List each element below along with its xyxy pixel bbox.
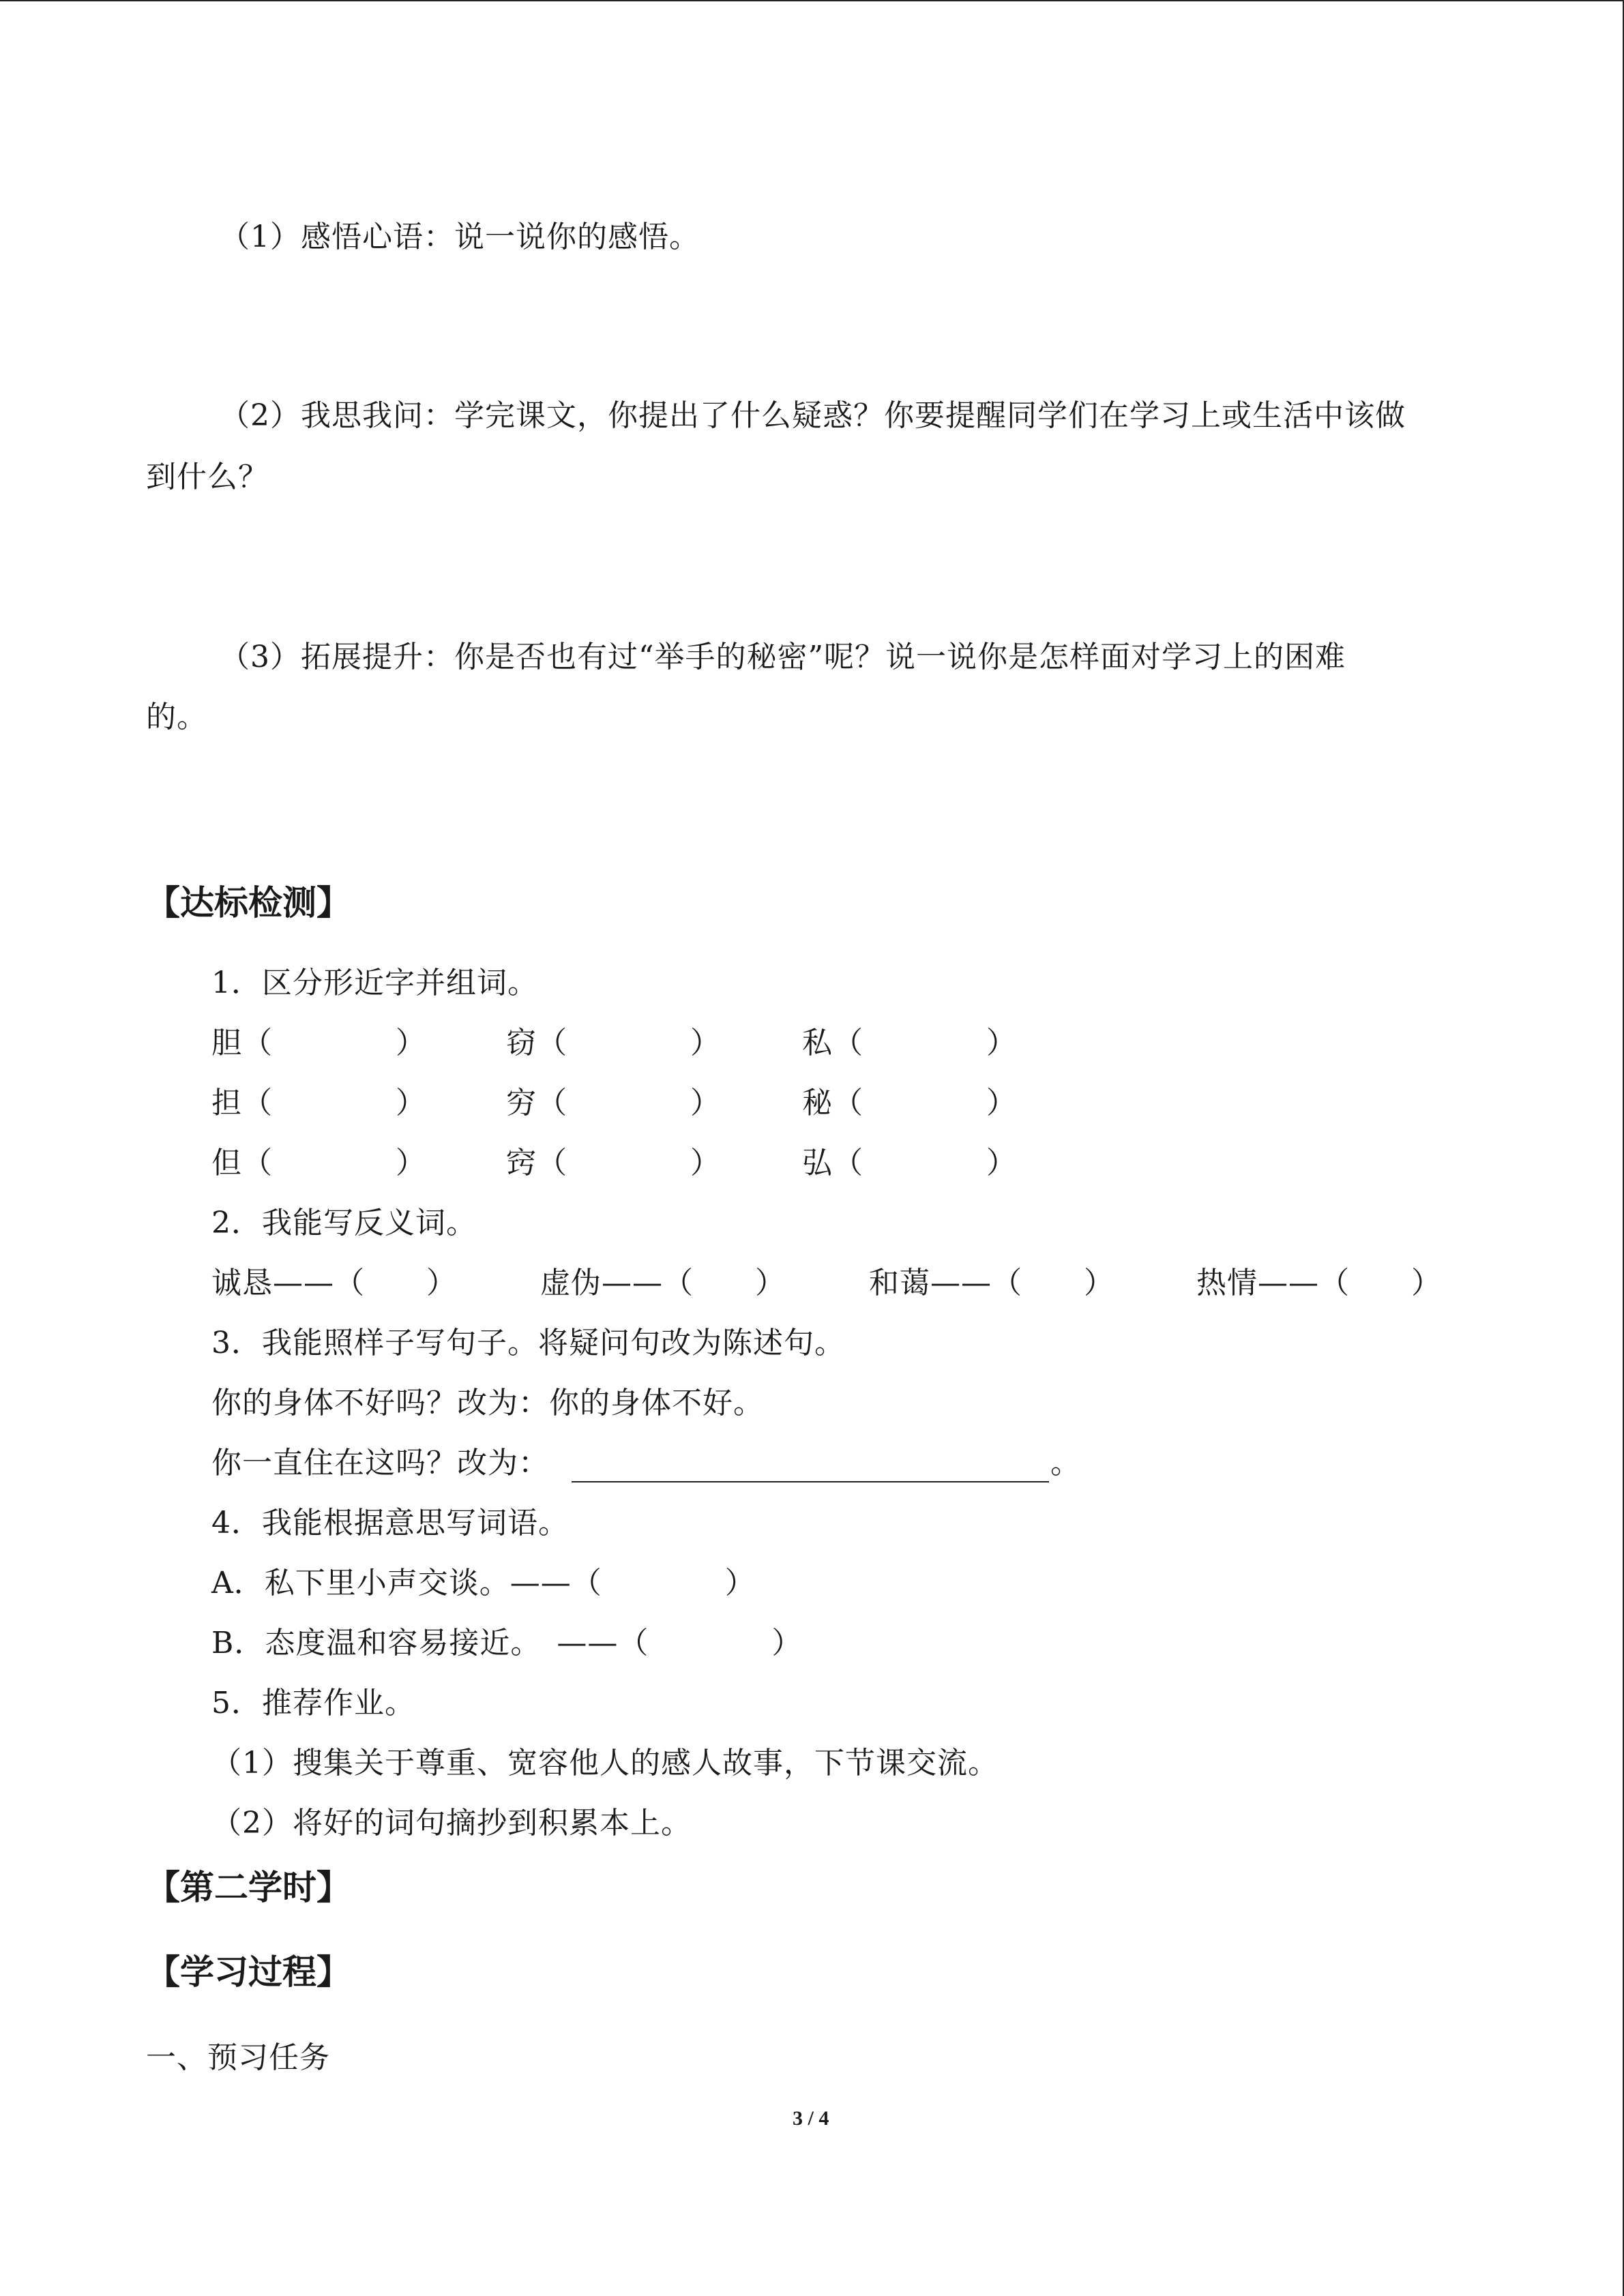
question-2-line-1: （2）我思我问：学完课文，你提出了什么疑惑？你要提醒同学们在学习上或生活中该做 bbox=[220, 398, 1406, 433]
char-cell: 胆（ ） bbox=[211, 1026, 426, 1060]
item-3-example: 你的身体不好吗？改为：你的身体不好。 bbox=[211, 1386, 764, 1420]
heading-check: 【达标检测】 bbox=[146, 883, 351, 923]
item-5-title: 5．推荐作业。 bbox=[211, 1686, 415, 1720]
page-number: 3 / 4 bbox=[793, 2107, 829, 2130]
question-2-line-2: 到什么？ bbox=[146, 460, 269, 494]
item-3-title: 3．我能照样子写句子。将疑问句改为陈述句。 bbox=[211, 1326, 845, 1360]
antonym-pair: 虚伪——（ ） bbox=[540, 1266, 786, 1300]
heading-learning-process: 【学习过程】 bbox=[146, 1952, 351, 1992]
question-1: （1）感悟心语：说一说你的感悟。 bbox=[220, 220, 700, 254]
item-4-title: 4．我能根据意思写词语。 bbox=[211, 1506, 569, 1540]
item-4-a: A．私下里小声交谈。——（ ） bbox=[211, 1566, 756, 1600]
item-3-task: 你一直住在这吗？改为： bbox=[211, 1446, 549, 1480]
char-cell: 弘（ ） bbox=[802, 1146, 1017, 1180]
heading-second-period: 【第二学时】 bbox=[146, 1868, 351, 1907]
item-2-title: 2．我能写反义词。 bbox=[211, 1206, 477, 1240]
char-cell: 担（ ） bbox=[211, 1086, 426, 1120]
antonym-pair: 热情——（ ） bbox=[1196, 1266, 1442, 1300]
char-cell: 窃（ ） bbox=[506, 1026, 721, 1060]
item-4-b: B．态度温和容易接近。 ——（ ） bbox=[211, 1626, 803, 1660]
antonym-pair: 和蔼——（ ） bbox=[869, 1266, 1114, 1300]
char-cell: 穷（ ） bbox=[506, 1086, 721, 1120]
char-cell: 秘（ ） bbox=[802, 1086, 1017, 1120]
preview-task-heading: 一、预习任务 bbox=[146, 2040, 330, 2075]
question-3-line-2: 的。 bbox=[146, 700, 207, 734]
item-3-end-mark: 。 bbox=[1050, 1446, 1081, 1480]
question-3-line-1: （3）拓展提升：你是否也有过“举手的秘密”呢？说一说你是怎样面对学习上的困难 bbox=[220, 640, 1346, 674]
antonym-pair: 诚恳——（ ） bbox=[211, 1266, 457, 1300]
item-1-title: 1．区分形近字并组词。 bbox=[211, 966, 538, 1000]
char-cell: 窍（ ） bbox=[506, 1146, 721, 1180]
item-5-sub-1: （1）搜集关于尊重、宽容他人的感人故事，下节课交流。 bbox=[211, 1746, 999, 1780]
item-5-sub-2: （2）将好的词句摘抄到积累本上。 bbox=[211, 1806, 692, 1840]
char-cell: 私（ ） bbox=[802, 1026, 1017, 1060]
char-cell: 但（ ） bbox=[211, 1146, 426, 1180]
answer-blank-line bbox=[572, 1481, 1049, 1482]
